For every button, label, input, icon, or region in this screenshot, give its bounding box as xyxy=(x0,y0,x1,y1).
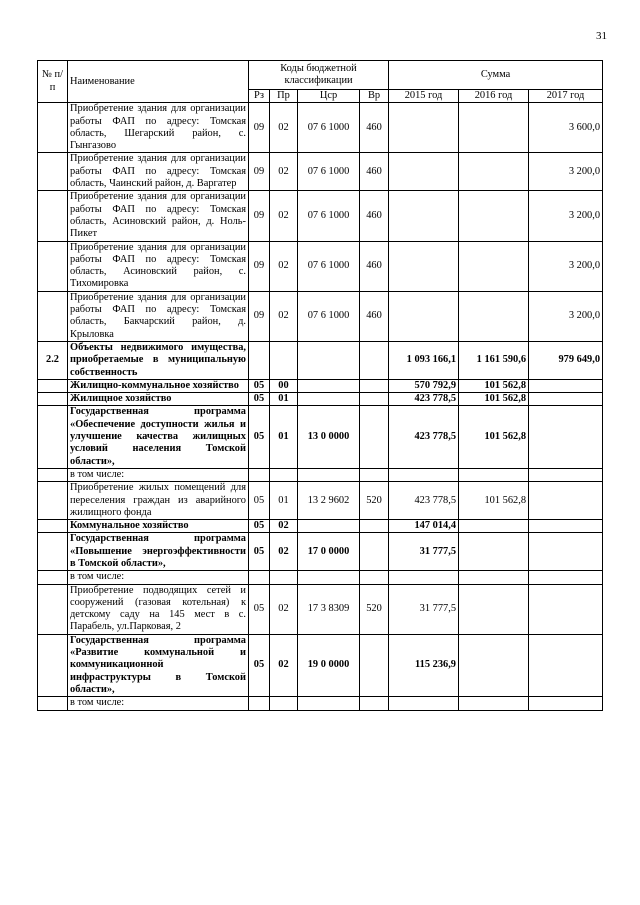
cell-csr: 07 6 1000 xyxy=(298,153,360,191)
cell-vr xyxy=(360,468,389,481)
cell-csr xyxy=(298,341,360,379)
cell-num xyxy=(38,533,68,571)
cell-2015: 423 778,5 xyxy=(389,482,459,520)
cell-num xyxy=(38,406,68,468)
cell-name: Приобретение здания для организации работы ФАП по адресу: Томская область, Бакчарский район, д. Крыловка xyxy=(68,291,249,341)
cell-vr xyxy=(360,379,389,392)
cell-pr xyxy=(270,468,298,481)
cell-2017 xyxy=(529,697,603,710)
cell-name: Объекты недвижимого имущества, приобретаемые в муниципальную собственность xyxy=(68,341,249,379)
cell-csr xyxy=(298,697,360,710)
cell-num xyxy=(38,697,68,710)
cell-2017: 3 200,0 xyxy=(529,291,603,341)
cell-2015 xyxy=(389,191,459,241)
cell-pr: 02 xyxy=(270,584,298,634)
header-2016: 2016 год xyxy=(459,90,529,103)
cell-num xyxy=(38,291,68,341)
cell-csr: 17 3 8309 xyxy=(298,584,360,634)
cell-vr: 460 xyxy=(360,103,389,153)
cell-rz: 05 xyxy=(249,533,270,571)
cell-rz: 09 xyxy=(249,291,270,341)
cell-pr xyxy=(270,571,298,584)
cell-vr xyxy=(360,520,389,533)
cell-rz: 09 xyxy=(249,103,270,153)
cell-csr xyxy=(298,379,360,392)
cell-pr: 02 xyxy=(270,533,298,571)
cell-rz xyxy=(249,468,270,481)
cell-pr: 01 xyxy=(270,406,298,468)
cell-2016: 101 562,8 xyxy=(459,393,529,406)
cell-name: в том числе: xyxy=(68,571,249,584)
cell-rz: 05 xyxy=(249,379,270,392)
header-csr: Цср xyxy=(298,90,360,103)
cell-2016 xyxy=(459,697,529,710)
cell-pr: 01 xyxy=(270,393,298,406)
cell-rz: 05 xyxy=(249,393,270,406)
cell-csr: 13 2 9602 xyxy=(298,482,360,520)
cell-csr: 17 0 0000 xyxy=(298,533,360,571)
cell-name: Государственная программа «Развитие коммунальной и коммуникационной инфраструктуры в Томской области», xyxy=(68,634,249,696)
cell-2015 xyxy=(389,571,459,584)
cell-2017: 3 600,0 xyxy=(529,103,603,153)
cell-vr xyxy=(360,571,389,584)
cell-2017 xyxy=(529,468,603,481)
table-row xyxy=(38,241,603,291)
table-row xyxy=(38,520,603,533)
cell-num xyxy=(38,393,68,406)
cell-name: в том числе: xyxy=(68,697,249,710)
table-row xyxy=(38,482,603,520)
cell-2015 xyxy=(389,103,459,153)
cell-2017: 3 200,0 xyxy=(529,241,603,291)
cell-vr: 460 xyxy=(360,241,389,291)
cell-rz xyxy=(249,341,270,379)
cell-2015: 1 093 166,1 xyxy=(389,341,459,379)
cell-name: Приобретение здания для организации работы ФАП по адресу: Томская область, Чаинский район, д. Варгатер xyxy=(68,153,249,191)
table-row xyxy=(38,584,603,634)
cell-2017: 3 200,0 xyxy=(529,191,603,241)
table-row xyxy=(38,571,603,584)
cell-rz: 09 xyxy=(249,191,270,241)
table-row xyxy=(38,191,603,241)
cell-csr xyxy=(298,393,360,406)
budget-table xyxy=(37,60,603,711)
header-rz: Рз xyxy=(249,90,270,103)
cell-rz: 05 xyxy=(249,520,270,533)
cell-csr: 07 6 1000 xyxy=(298,103,360,153)
cell-num xyxy=(38,241,68,291)
cell-2017 xyxy=(529,482,603,520)
header-num: № п/п xyxy=(38,61,68,103)
cell-pr: 02 xyxy=(270,520,298,533)
table-header xyxy=(38,61,603,103)
cell-rz: 05 xyxy=(249,584,270,634)
cell-2016: 101 562,8 xyxy=(459,406,529,468)
table-row xyxy=(38,103,603,153)
cell-num xyxy=(38,468,68,481)
cell-2017 xyxy=(529,634,603,696)
header-vr: Вр xyxy=(360,90,389,103)
cell-name: Коммунальное хозяйство xyxy=(68,520,249,533)
cell-2016 xyxy=(459,520,529,533)
cell-csr: 07 6 1000 xyxy=(298,291,360,341)
cell-csr: 19 0 0000 xyxy=(298,634,360,696)
cell-2016 xyxy=(459,153,529,191)
cell-vr: 460 xyxy=(360,153,389,191)
cell-2015: 423 778,5 xyxy=(389,393,459,406)
cell-2017 xyxy=(529,393,603,406)
cell-pr: 02 xyxy=(270,191,298,241)
cell-name: Приобретение подводящих сетей и сооружений (газовая котельная) к детскому саду на 145 мест в с. Парабель, ул.Парковая, 2 xyxy=(68,584,249,634)
cell-num xyxy=(38,482,68,520)
cell-num xyxy=(38,191,68,241)
cell-2015: 115 236,9 xyxy=(389,634,459,696)
cell-2015 xyxy=(389,291,459,341)
cell-name: Жилищно-коммунальное хозяйство xyxy=(68,379,249,392)
cell-2016: 101 562,8 xyxy=(459,379,529,392)
cell-rz xyxy=(249,697,270,710)
cell-name: Приобретение жилых помещений для переселения граждан из аварийного жилищного фонда xyxy=(68,482,249,520)
cell-2015 xyxy=(389,241,459,291)
cell-2015: 570 792,9 xyxy=(389,379,459,392)
cell-csr xyxy=(298,520,360,533)
cell-pr: 02 xyxy=(270,153,298,191)
cell-pr: 02 xyxy=(270,634,298,696)
cell-2015: 31 777,5 xyxy=(389,584,459,634)
cell-2016 xyxy=(459,634,529,696)
cell-2017 xyxy=(529,406,603,468)
table-row xyxy=(38,153,603,191)
table-row xyxy=(38,406,603,468)
cell-2016 xyxy=(459,191,529,241)
cell-2017 xyxy=(529,520,603,533)
cell-csr xyxy=(298,571,360,584)
cell-vr: 520 xyxy=(360,482,389,520)
cell-name: Приобретение здания для организации работы ФАП по адресу: Томская область, Асиновский район, с. Тихомировка xyxy=(68,241,249,291)
cell-rz: 05 xyxy=(249,634,270,696)
cell-2017 xyxy=(529,379,603,392)
cell-num xyxy=(38,153,68,191)
cell-num xyxy=(38,571,68,584)
cell-csr xyxy=(298,468,360,481)
table-row xyxy=(38,697,603,710)
table-row xyxy=(38,341,603,379)
cell-name: Приобретение здания для организации работы ФАП по адресу: Томская область, Асиновский район, д. Ноль-Пикет xyxy=(68,191,249,241)
header-2015: 2015 год xyxy=(389,90,459,103)
cell-2017 xyxy=(529,584,603,634)
cell-2015 xyxy=(389,697,459,710)
cell-2016 xyxy=(459,533,529,571)
cell-vr xyxy=(360,634,389,696)
cell-2015 xyxy=(389,468,459,481)
cell-vr: 460 xyxy=(360,291,389,341)
header-sum: Сумма xyxy=(389,61,603,90)
cell-pr: 02 xyxy=(270,241,298,291)
cell-2016 xyxy=(459,291,529,341)
cell-pr: 01 xyxy=(270,482,298,520)
page-number: 31 xyxy=(596,30,607,42)
cell-vr xyxy=(360,406,389,468)
cell-2017: 3 200,0 xyxy=(529,153,603,191)
table-row xyxy=(38,379,603,392)
cell-2016 xyxy=(459,571,529,584)
cell-num: 2.2 xyxy=(38,341,68,379)
cell-pr: 00 xyxy=(270,379,298,392)
table-row xyxy=(38,393,603,406)
cell-name: Жилищное хозяйство xyxy=(68,393,249,406)
cell-rz: 09 xyxy=(249,153,270,191)
table-row xyxy=(38,291,603,341)
cell-vr: 460 xyxy=(360,191,389,241)
cell-pr: 02 xyxy=(270,291,298,341)
cell-num xyxy=(38,520,68,533)
cell-num xyxy=(38,584,68,634)
cell-rz xyxy=(249,571,270,584)
cell-name: в том числе: xyxy=(68,468,249,481)
cell-2016 xyxy=(459,241,529,291)
cell-2015 xyxy=(389,153,459,191)
header-2017: 2017 год xyxy=(529,90,603,103)
cell-vr xyxy=(360,533,389,571)
cell-vr: 520 xyxy=(360,584,389,634)
cell-vr xyxy=(360,393,389,406)
cell-2016 xyxy=(459,103,529,153)
cell-2016 xyxy=(459,468,529,481)
header-codes: Коды бюджетной классификации xyxy=(249,61,389,90)
cell-2017: 979 649,0 xyxy=(529,341,603,379)
cell-name: Приобретение здания для организации работы ФАП по адресу: Томская область, Шегарский район, с. Гынгазово xyxy=(68,103,249,153)
table-row xyxy=(38,533,603,571)
cell-pr: 02 xyxy=(270,103,298,153)
cell-2015: 423 778,5 xyxy=(389,406,459,468)
table-row xyxy=(38,468,603,481)
cell-num xyxy=(38,634,68,696)
cell-num xyxy=(38,379,68,392)
cell-rz: 05 xyxy=(249,482,270,520)
cell-2016: 101 562,8 xyxy=(459,482,529,520)
header-name: Наименование xyxy=(68,61,249,103)
cell-csr: 13 0 0000 xyxy=(298,406,360,468)
cell-2017 xyxy=(529,571,603,584)
cell-pr xyxy=(270,697,298,710)
cell-2015: 31 777,5 xyxy=(389,533,459,571)
cell-rz: 09 xyxy=(249,241,270,291)
table-row xyxy=(38,634,603,696)
cell-rz: 05 xyxy=(249,406,270,468)
cell-2016: 1 161 590,6 xyxy=(459,341,529,379)
cell-vr xyxy=(360,341,389,379)
cell-2015: 147 014,4 xyxy=(389,520,459,533)
cell-2017 xyxy=(529,533,603,571)
header-pr: Пр xyxy=(270,90,298,103)
cell-name: Государственная программа «Повышение энергоэффективности в Томской области», xyxy=(68,533,249,571)
cell-num xyxy=(38,103,68,153)
cell-csr: 07 6 1000 xyxy=(298,191,360,241)
cell-pr xyxy=(270,341,298,379)
cell-2016 xyxy=(459,584,529,634)
cell-vr xyxy=(360,697,389,710)
cell-name: Государственная программа «Обеспечение доступности жилья и улучшение качества жилищных условий населения Томской области», xyxy=(68,406,249,468)
table-body xyxy=(38,103,603,710)
cell-csr: 07 6 1000 xyxy=(298,241,360,291)
